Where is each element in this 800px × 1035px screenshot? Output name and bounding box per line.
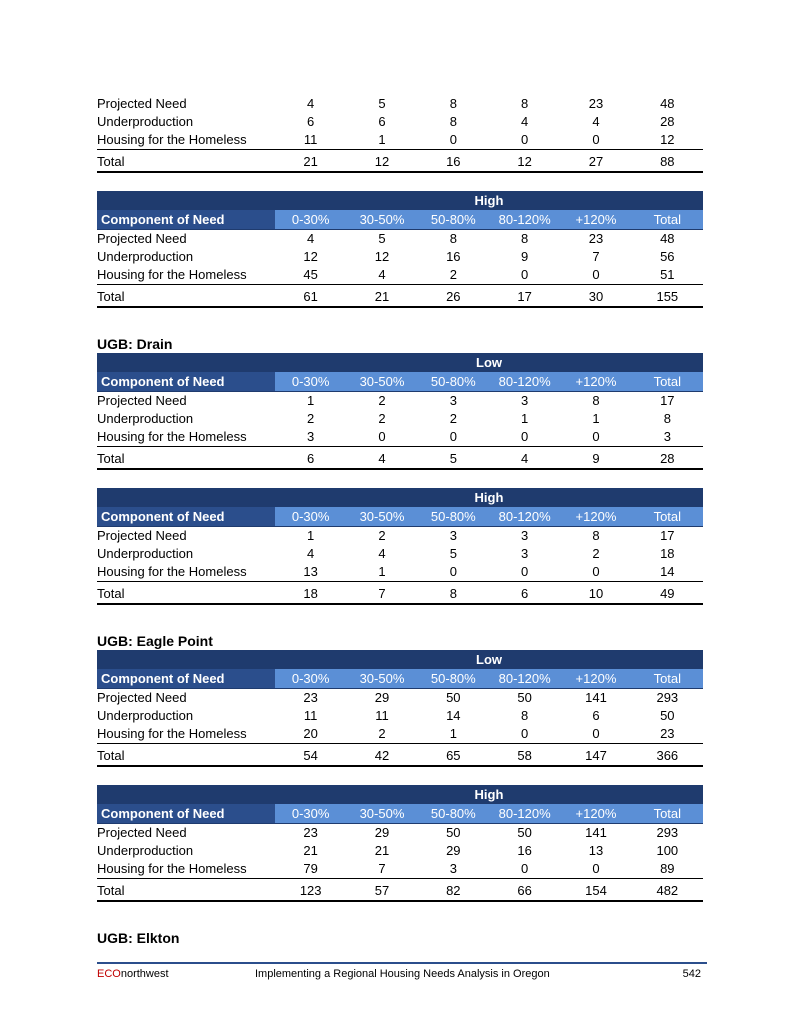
column-header: 80-120%	[489, 804, 560, 824]
footer-page-number: 542	[682, 968, 701, 980]
table-cell: 50	[517, 825, 532, 840]
column-header: +120%	[560, 372, 631, 392]
table-cell: 4	[592, 114, 600, 129]
column-header: 50-80%	[418, 804, 489, 824]
table-cell: 29	[374, 825, 390, 840]
table-cell: 16	[418, 150, 489, 173]
row-label: Housing for the Homeless	[97, 132, 247, 147]
table-row	[97, 527, 703, 546]
table-cell: 82	[418, 879, 489, 902]
table-cell: 2	[378, 528, 386, 543]
column-header: 80-120%	[489, 372, 560, 392]
table-cell: 29	[446, 843, 461, 858]
table-drain-low	[97, 353, 703, 470]
total-row	[97, 744, 703, 767]
table-drain-high	[97, 488, 703, 605]
table-cell: 65	[418, 744, 489, 767]
column-header: 30-50%	[346, 669, 417, 689]
table-cell: 1	[378, 564, 386, 579]
table-cell: 9	[560, 447, 631, 470]
table-cell: 66	[489, 879, 560, 902]
table-cell: 42	[346, 744, 417, 767]
column-header-component: Component of Need	[97, 669, 275, 689]
table-cell: 2	[449, 411, 457, 426]
table-cell: 8	[521, 96, 529, 111]
table-cell: 141	[585, 825, 607, 840]
table-cell: 45	[303, 267, 318, 282]
column-header-component: Component of Need	[97, 507, 275, 527]
table-cell: 12	[374, 249, 390, 264]
table-row	[97, 230, 703, 249]
table-cell: 6	[489, 582, 560, 605]
total-row	[97, 582, 703, 605]
table-cell: 4	[489, 447, 560, 470]
table-row	[97, 842, 703, 860]
table-row	[97, 392, 703, 411]
income-level-header: High	[275, 191, 703, 210]
table-cell: 11	[375, 708, 389, 723]
section-title-drain: UGB: Drain	[97, 336, 173, 352]
table-cell: 147	[560, 744, 631, 767]
table-cell: 21	[346, 285, 417, 308]
table-cell: 3	[521, 546, 529, 561]
row-label: Underproduction	[97, 546, 194, 561]
table-cell: 16	[446, 249, 461, 264]
table-cell: 17	[489, 285, 560, 308]
row-label: Projected Need	[97, 231, 187, 246]
row-label: Underproduction	[97, 411, 194, 426]
table-cell: 2	[449, 267, 457, 282]
table-cell: 141	[585, 690, 607, 705]
table-cell: 8	[592, 393, 600, 408]
row-label: Housing for the Homeless	[97, 564, 247, 579]
table-cell: 0	[521, 132, 529, 147]
table-row	[97, 707, 703, 725]
table-cell: 50	[517, 690, 532, 705]
table-cell: 4	[378, 546, 386, 561]
table-cell: 8	[521, 708, 529, 723]
column-header: 50-80%	[418, 669, 489, 689]
table-cell: 23	[303, 825, 318, 840]
table-cell: 50	[446, 690, 461, 705]
income-level-header: High	[275, 488, 703, 507]
table-cell: 0	[449, 132, 457, 147]
row-label: Projected Need	[97, 690, 187, 705]
row-label: Projected Need	[97, 393, 187, 408]
column-header: 30-50%	[346, 804, 417, 824]
table-cell: 12	[346, 150, 417, 173]
table-cell: 3	[307, 429, 315, 444]
table-cell: 6	[307, 114, 315, 129]
total-row	[97, 447, 703, 470]
column-header: Total	[632, 804, 703, 824]
column-header-component: Component of Need	[97, 372, 275, 392]
row-label: Projected Need	[97, 96, 187, 111]
table-cell: 3	[521, 528, 529, 543]
row-label: Total	[97, 150, 275, 173]
table-high-top	[97, 191, 703, 308]
table-cell: 50	[446, 825, 461, 840]
table-cell: 6	[592, 708, 600, 723]
table-cell: 79	[303, 861, 318, 876]
table-cell: 27	[560, 150, 631, 173]
table-cell: 10	[560, 582, 631, 605]
table-cell: 482	[632, 879, 703, 902]
table-cell: 0	[378, 429, 386, 444]
table-cell: 0	[592, 429, 600, 444]
footer-brand: ECOnorthwest	[97, 968, 169, 980]
table-cell: 9	[521, 249, 529, 264]
table-row	[97, 860, 703, 879]
table-cell: 28	[660, 114, 675, 129]
table-cell: 48	[660, 96, 675, 111]
column-header: 80-120%	[489, 507, 560, 527]
row-label: Housing for the Homeless	[97, 429, 247, 444]
table-continued-low	[97, 95, 703, 173]
table-cell: 17	[660, 393, 675, 408]
table-cell: 21	[374, 843, 390, 858]
table-cell: 0	[521, 429, 529, 444]
table-cell: 5	[418, 447, 489, 470]
table-cell: 0	[592, 564, 600, 579]
section-title-eagle-point: UGB: Eagle Point	[97, 633, 213, 649]
table-cell: 1	[449, 726, 457, 741]
table-cell: 61	[275, 285, 346, 308]
table-cell: 8	[449, 114, 457, 129]
column-header: 0-30%	[275, 804, 346, 824]
table-cell: 21	[275, 150, 346, 173]
table-cell: 21	[303, 843, 318, 858]
table-cell: 11	[303, 132, 318, 147]
table-cell: 16	[517, 843, 532, 858]
table-cell: 0	[592, 861, 600, 876]
column-header: Total	[632, 669, 703, 689]
row-label: Underproduction	[97, 114, 194, 129]
table-cell: 2	[378, 411, 386, 426]
table-cell: 1	[378, 132, 386, 147]
table-cell: 20	[303, 726, 318, 741]
column-header: 50-80%	[418, 210, 489, 230]
table-eagle-point-high	[97, 785, 703, 902]
column-header: 0-30%	[275, 210, 346, 230]
table-cell: 57	[346, 879, 417, 902]
table-cell: 5	[378, 231, 386, 246]
table-cell: 23	[303, 690, 318, 705]
table-cell: 293	[656, 825, 679, 840]
table-cell: 12	[660, 132, 675, 147]
row-label: Underproduction	[97, 708, 194, 723]
total-row	[97, 150, 703, 173]
table-cell: 2	[378, 393, 386, 408]
table-cell: 3	[449, 393, 457, 408]
table-cell: 18	[275, 582, 346, 605]
table-cell: 3	[521, 393, 529, 408]
table-cell: 13	[303, 564, 318, 579]
table-cell: 28	[632, 447, 703, 470]
table-cell: 154	[560, 879, 631, 902]
table-cell: 14	[446, 708, 461, 723]
row-label: Housing for the Homeless	[97, 861, 247, 876]
table-eagle-point-low	[97, 650, 703, 767]
table-cell: 88	[632, 150, 703, 173]
table-row	[97, 563, 703, 582]
column-header: +120%	[560, 804, 631, 824]
column-header: 30-50%	[346, 507, 417, 527]
column-header: Total	[632, 372, 703, 392]
table-cell: 6	[378, 114, 386, 129]
table-cell: 2	[307, 411, 315, 426]
table-cell: 5	[378, 96, 386, 111]
table-cell: 7	[378, 861, 386, 876]
table-cell: 89	[660, 861, 675, 876]
table-cell: 366	[632, 744, 703, 767]
table-row	[97, 248, 703, 266]
table-row	[97, 428, 703, 447]
income-level-header: High	[275, 785, 703, 804]
table-cell: 4	[307, 231, 315, 246]
column-header: 50-80%	[418, 507, 489, 527]
table-row	[97, 545, 703, 563]
table-cell: 23	[588, 231, 604, 246]
column-header: 50-80%	[418, 372, 489, 392]
column-header: 0-30%	[275, 507, 346, 527]
table-row	[97, 689, 703, 708]
table-row	[97, 410, 703, 428]
column-header: 30-50%	[346, 210, 417, 230]
row-label: Total	[97, 447, 275, 470]
row-label: Projected Need	[97, 825, 187, 840]
table-row	[97, 824, 703, 843]
column-header: 80-120%	[489, 669, 560, 689]
row-label: Projected Need	[97, 528, 187, 543]
column-header-component: Component of Need	[97, 804, 275, 824]
column-header-component: Component of Need	[97, 210, 275, 230]
table-cell: 49	[632, 582, 703, 605]
table-cell: 0	[592, 132, 600, 147]
table-cell: 0	[521, 267, 529, 282]
table-cell: 1	[307, 393, 315, 408]
row-label: Housing for the Homeless	[97, 267, 247, 282]
table-cell: 4	[307, 96, 315, 111]
table-cell: 2	[378, 726, 386, 741]
column-header: 0-30%	[275, 372, 346, 392]
table-cell: 13	[588, 843, 604, 858]
column-header: 0-30%	[275, 669, 346, 689]
page-footer	[97, 962, 707, 984]
table-row	[97, 113, 703, 131]
table-cell: 4	[521, 114, 529, 129]
total-row	[97, 879, 703, 902]
table-cell: 123	[275, 879, 346, 902]
column-header: +120%	[560, 669, 631, 689]
table-cell: 23	[660, 726, 675, 741]
table-cell: 2	[592, 546, 600, 561]
table-cell: 30	[560, 285, 631, 308]
table-cell: 54	[275, 744, 346, 767]
total-row	[97, 285, 703, 308]
row-label: Underproduction	[97, 843, 194, 858]
table-cell: 0	[449, 429, 457, 444]
table-cell: 100	[656, 843, 679, 858]
table-cell: 0	[521, 564, 529, 579]
table-cell: 1	[592, 411, 600, 426]
table-cell: 8	[449, 231, 457, 246]
row-label: Total	[97, 744, 275, 767]
table-cell: 0	[449, 564, 457, 579]
table-cell: 48	[660, 231, 675, 246]
table-cell: 23	[588, 96, 604, 111]
table-cell: 50	[660, 708, 675, 723]
page-content	[97, 95, 703, 947]
table-cell: 0	[592, 726, 600, 741]
table-cell: 3	[449, 861, 457, 876]
column-header: 80-120%	[489, 210, 560, 230]
table-row	[97, 95, 703, 113]
table-cell: 7	[592, 249, 600, 264]
table-cell: 11	[303, 708, 318, 723]
table-cell: 12	[489, 150, 560, 173]
table-cell: 3	[663, 429, 671, 444]
section-title-elkton: UGB: Elkton	[97, 930, 180, 946]
table-cell: 8	[592, 528, 600, 543]
table-cell: 56	[660, 249, 675, 264]
row-label: Total	[97, 285, 275, 308]
table-cell: 26	[418, 285, 489, 308]
column-header: Total	[632, 507, 703, 527]
table-cell: 12	[303, 249, 318, 264]
table-cell: 6	[275, 447, 346, 470]
row-label: Total	[97, 879, 275, 902]
table-cell: 4	[307, 546, 315, 561]
table-cell: 14	[660, 564, 675, 579]
column-header: 30-50%	[346, 372, 417, 392]
table-cell: 29	[374, 690, 390, 705]
income-level-header: Low	[275, 353, 703, 372]
row-label: Underproduction	[97, 249, 194, 264]
column-header: +120%	[560, 210, 631, 230]
table-cell: 0	[521, 726, 529, 741]
footer-document-title: Implementing a Regional Housing Needs Analysis in Oregon	[255, 968, 550, 980]
table-cell: 18	[660, 546, 675, 561]
table-cell: 8	[663, 411, 671, 426]
row-label: Total	[97, 582, 275, 605]
table-cell: 58	[489, 744, 560, 767]
table-cell: 8	[418, 582, 489, 605]
table-cell: 3	[449, 528, 457, 543]
table-cell: 8	[521, 231, 529, 246]
column-header: +120%	[560, 507, 631, 527]
table-cell: 5	[449, 546, 457, 561]
table-cell: 155	[632, 285, 703, 308]
table-cell: 1	[307, 528, 315, 543]
table-row	[97, 131, 703, 150]
table-cell: 51	[660, 267, 675, 282]
table-cell: 7	[346, 582, 417, 605]
income-level-header: Low	[275, 650, 703, 669]
table-row	[97, 266, 703, 285]
table-cell: 17	[660, 528, 675, 543]
table-cell: 0	[521, 861, 529, 876]
table-cell: 8	[449, 96, 457, 111]
table-cell: 4	[346, 447, 417, 470]
table-cell: 1	[521, 411, 529, 426]
table-cell: 293	[656, 690, 679, 705]
column-header: Total	[632, 210, 703, 230]
table-cell: 0	[592, 267, 600, 282]
table-cell: 4	[378, 267, 386, 282]
table-row	[97, 725, 703, 744]
row-label: Housing for the Homeless	[97, 726, 247, 741]
